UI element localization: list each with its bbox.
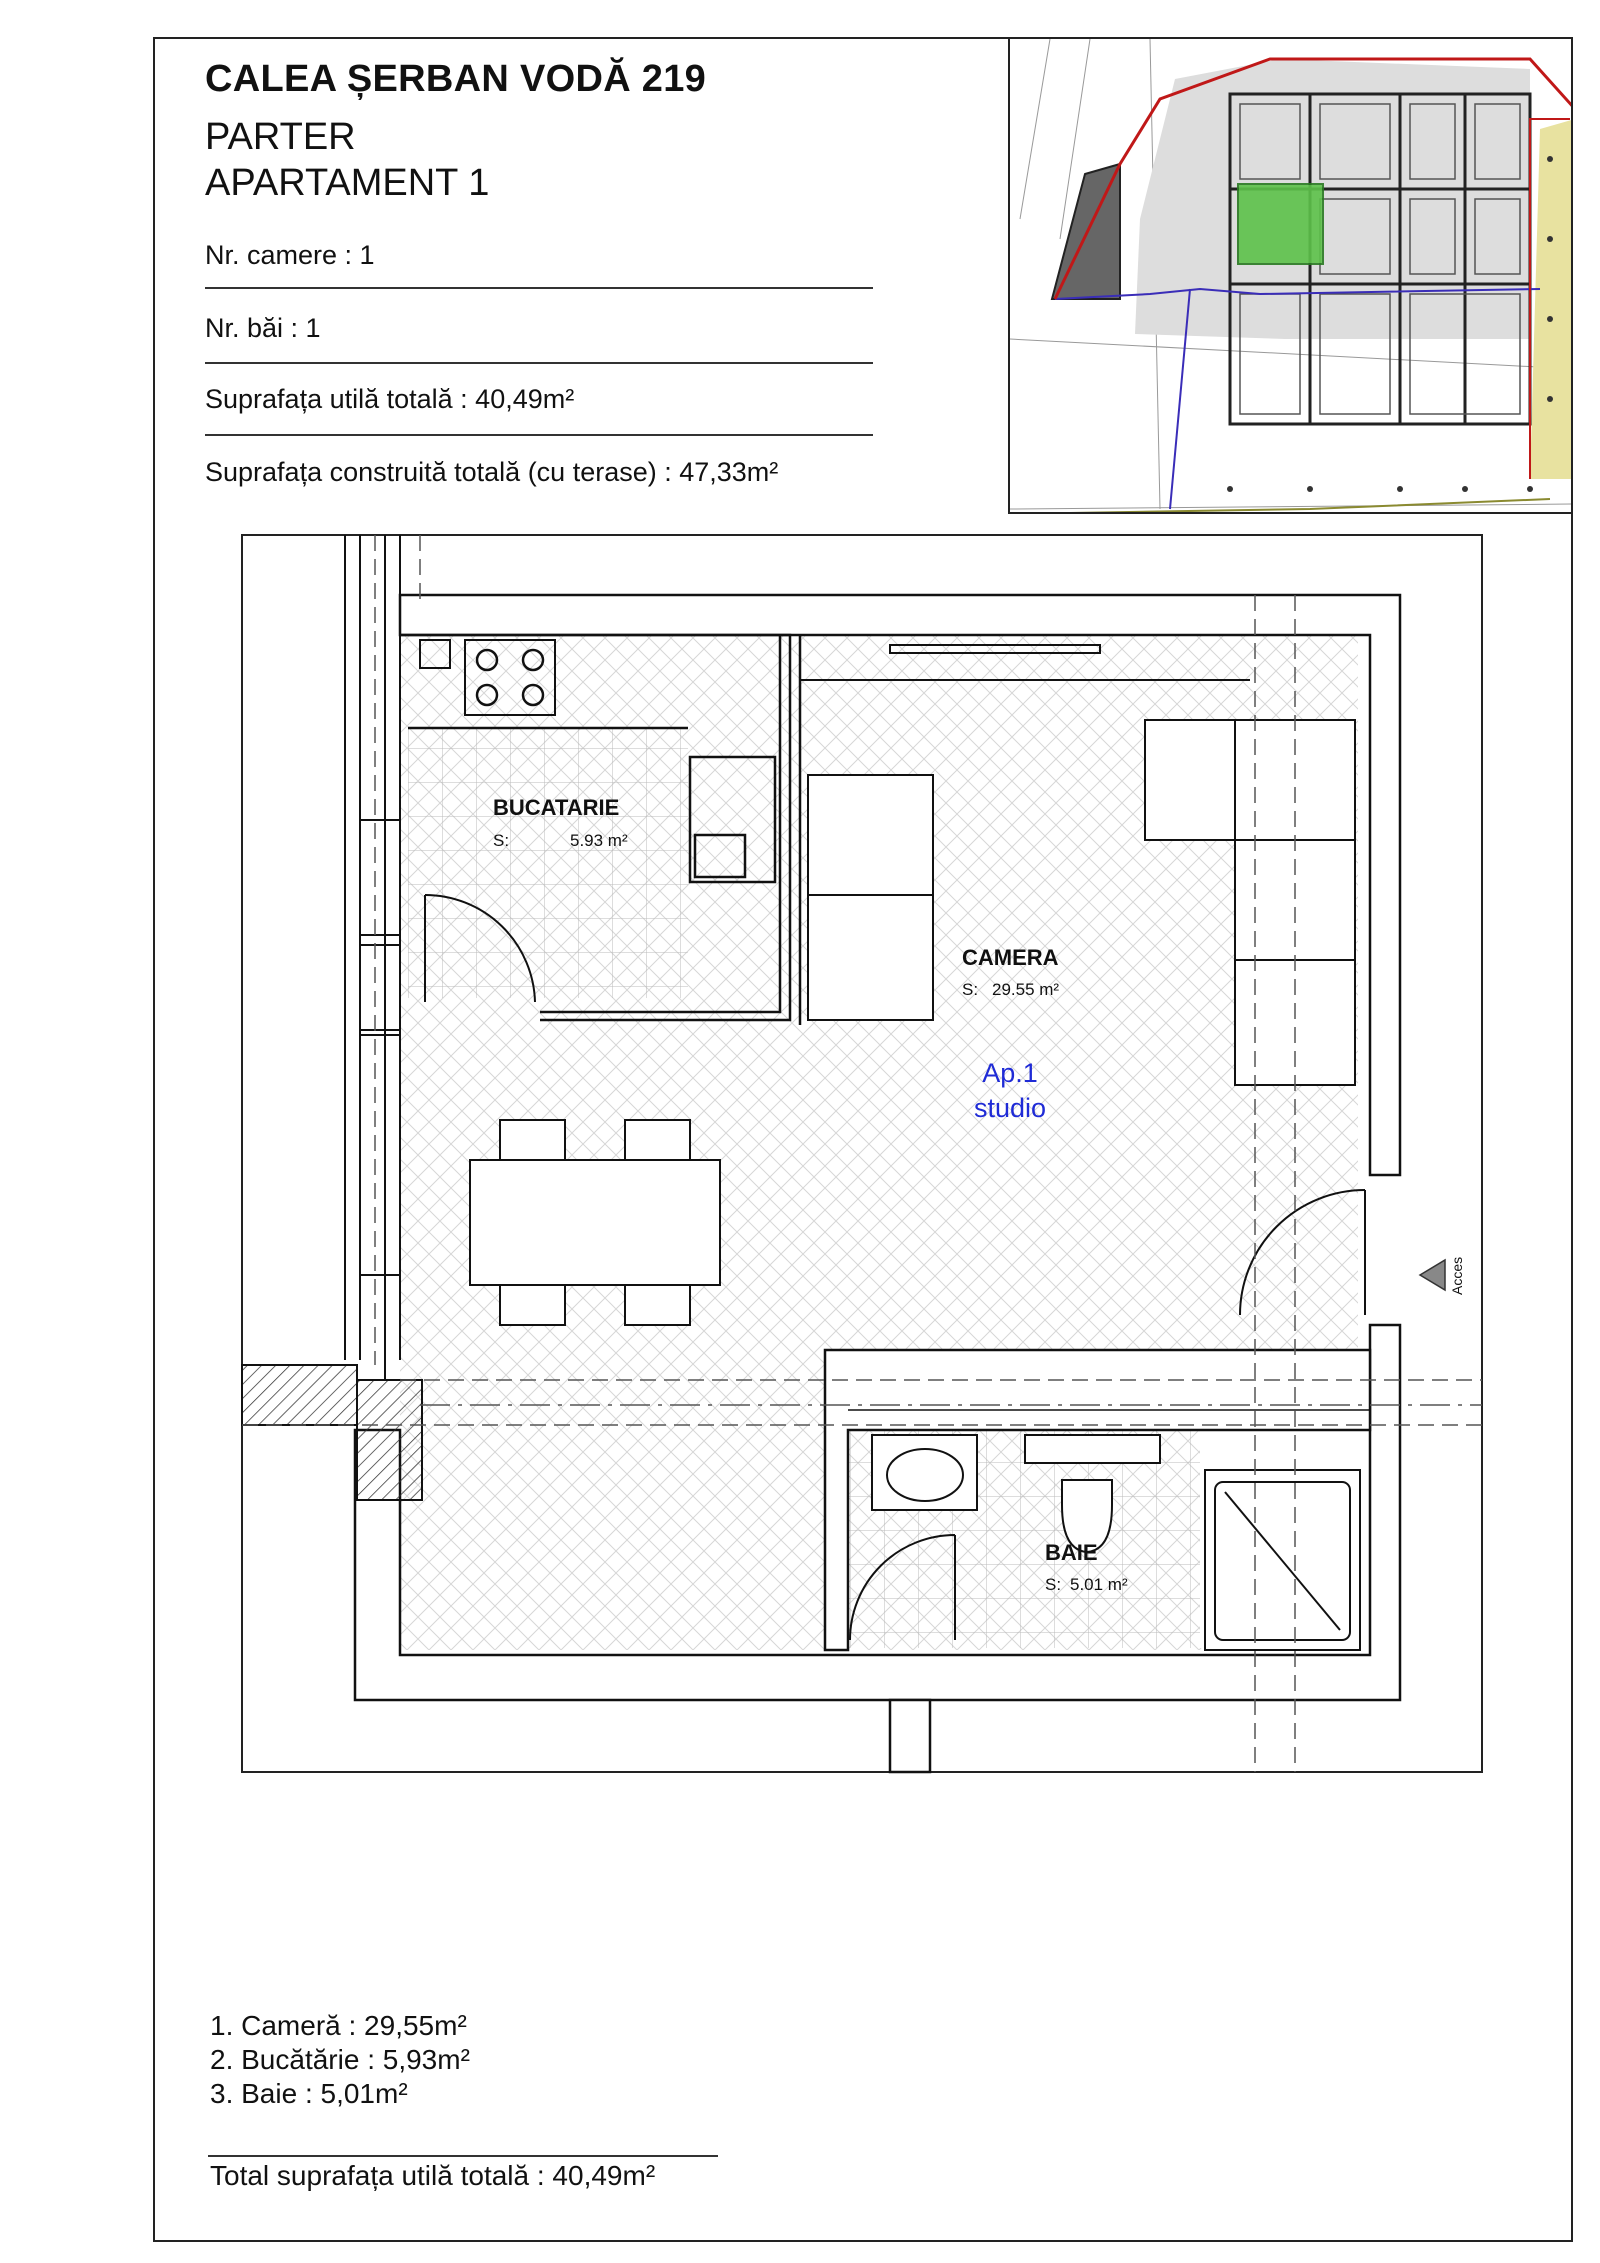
living-area-label: S:: [962, 980, 979, 999]
rooms-count: Nr. camere : 1: [205, 240, 375, 270]
kitchen-name: BUCATARIE: [493, 795, 620, 820]
kitchen-area-label: S:: [493, 831, 510, 850]
floor-level: PARTER: [205, 116, 356, 158]
unit-type: studio: [973, 1093, 1047, 1123]
bath-area-label: S:: [1045, 1575, 1062, 1594]
access-arrow-icon: [1420, 1260, 1445, 1290]
built-area: Suprafața construită totală (cu terase) : 47,33m²: [205, 457, 779, 487]
living-name: CAMERA: [962, 945, 1059, 970]
living-area-value: 29.55 m²: [992, 980, 1060, 999]
baths-count: Nr. băi : 1: [205, 313, 321, 343]
usable-area: Suprafața utilă totală : 40,49m²: [205, 384, 575, 414]
left-wall: [345, 535, 400, 1380]
apartment-name: APARTAMENT 1: [205, 162, 490, 204]
legend-item-bath: 3. Baie : 5,01m²: [210, 2078, 408, 2109]
divider: [208, 2155, 718, 2157]
bath-name: BAIE: [1045, 1540, 1098, 1565]
access-label: Acces: [1449, 1256, 1465, 1295]
bath-area-value: 5.01 m²: [1070, 1575, 1128, 1594]
kitchen-area-value: 5.93 m²: [570, 831, 628, 850]
legend-total: Total suprafața utilă totală : 40,49m²: [210, 2160, 656, 2191]
legend-item-kitchen: 2. Bucătărie : 5,93m²: [210, 2044, 470, 2075]
kitchen-floor: [408, 728, 688, 998]
unit-label: Ap.1: [982, 1058, 1038, 1088]
hatched-wall: [242, 1365, 357, 1425]
project-address: CALEA ȘERBAN VODĂ 219: [205, 58, 707, 100]
hatched-column: [357, 1380, 422, 1500]
legend-item-camera: 1. Cameră : 29,55m²: [210, 2010, 467, 2041]
